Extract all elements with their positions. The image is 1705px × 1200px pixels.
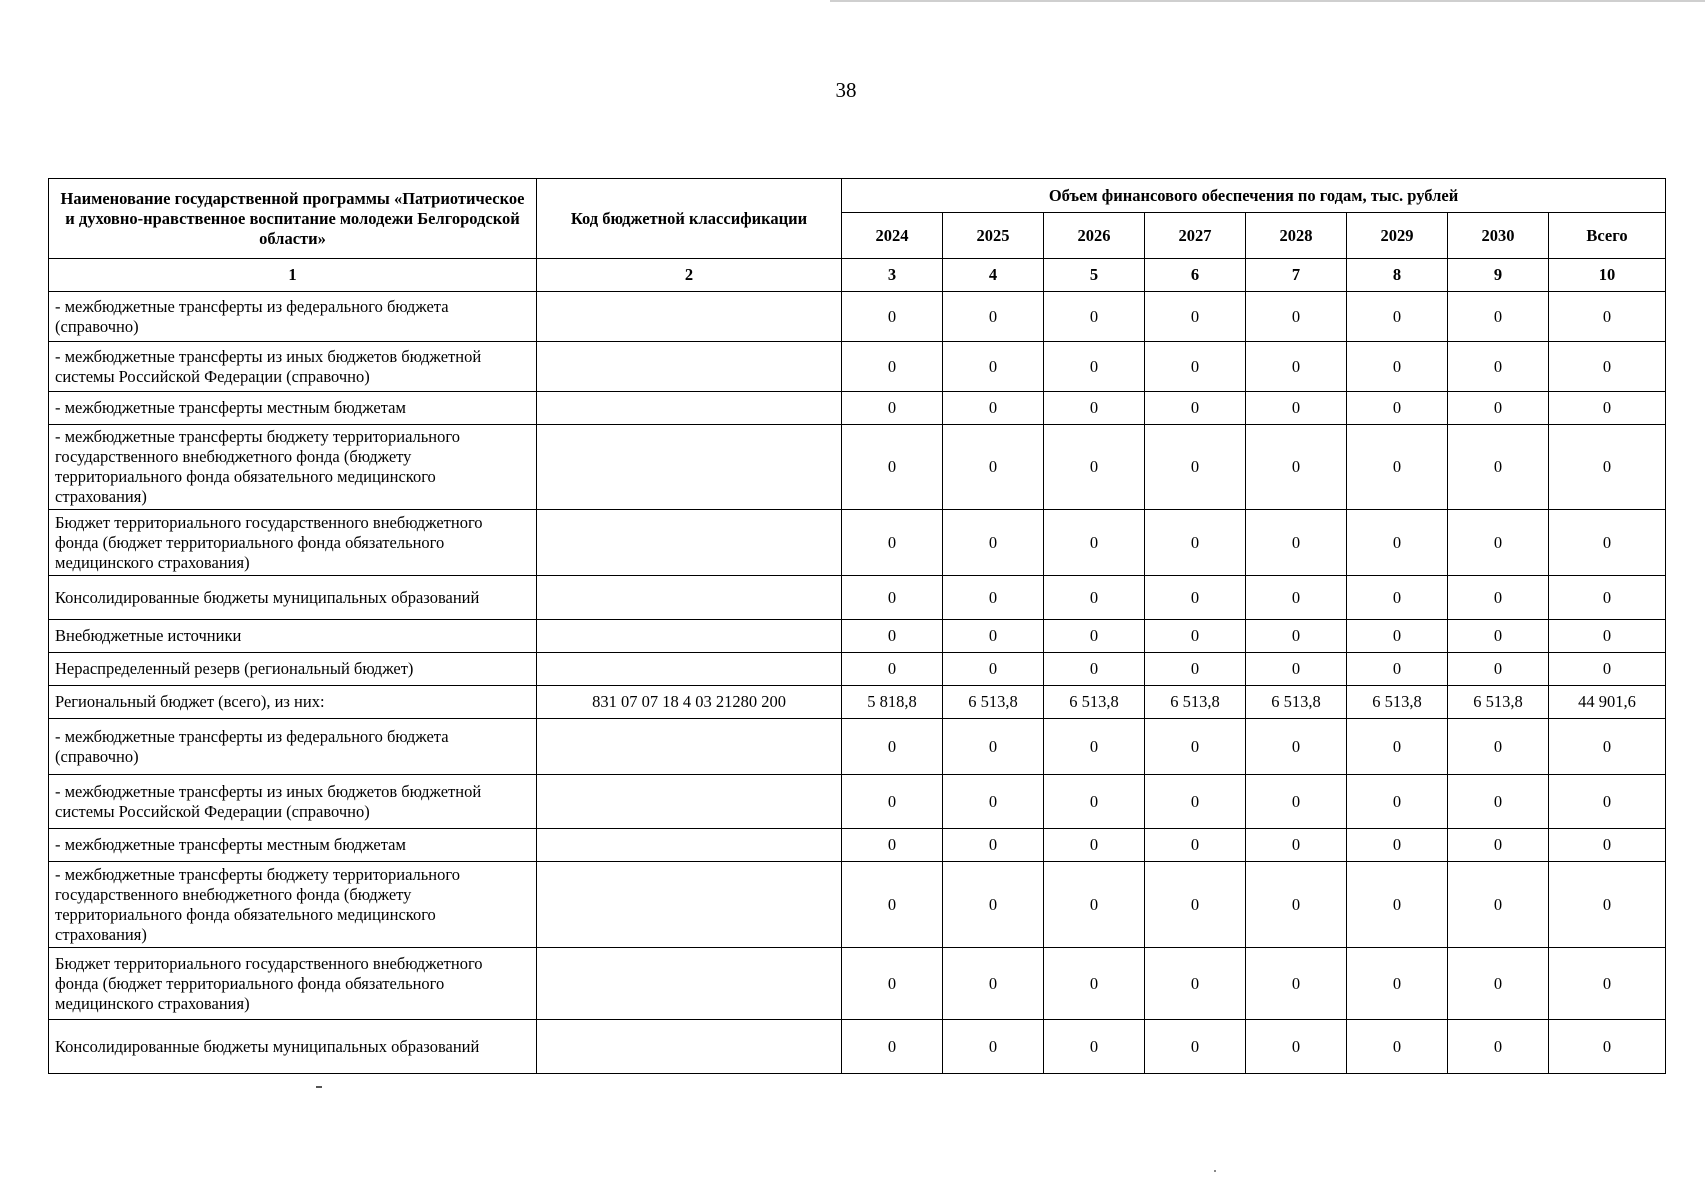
table-row xyxy=(49,686,1666,719)
row-name: Региональный бюджет (всего), из них: xyxy=(49,686,537,719)
header-year: 2024 xyxy=(842,213,943,259)
row-year-value: 0 xyxy=(943,425,1044,510)
row-year-value: 0 xyxy=(943,862,1044,948)
row-budget-code xyxy=(537,653,842,686)
row-budget-code xyxy=(537,775,842,829)
row-year-value: 0 xyxy=(1347,862,1448,948)
row-year-value: 0 xyxy=(1246,775,1347,829)
row-year-value: 0 xyxy=(842,829,943,862)
row-year-value: 0 xyxy=(1448,653,1549,686)
column-number-row xyxy=(49,259,1666,292)
row-year-value: 0 xyxy=(1145,775,1246,829)
row-budget-code xyxy=(537,862,842,948)
row-year-value: 0 xyxy=(943,653,1044,686)
row-name: - межбюджетные трансферты из федерального бюджета (справочно) xyxy=(49,292,537,342)
row-year-value: 0 xyxy=(1347,829,1448,862)
row-year-value: 0 xyxy=(1347,342,1448,392)
row-year-value: 0 xyxy=(943,620,1044,653)
header-year: 2029 xyxy=(1347,213,1448,259)
row-year-value: 0 xyxy=(1145,829,1246,862)
row-year-value: 0 xyxy=(1044,342,1145,392)
row-budget-code xyxy=(537,576,842,620)
row-year-value: 0 xyxy=(943,719,1044,775)
row-year-value: 0 xyxy=(1246,576,1347,620)
row-year-value: 0 xyxy=(1347,292,1448,342)
row-year-value: 0 xyxy=(1448,1020,1549,1074)
row-year-value: 0 xyxy=(1246,719,1347,775)
row-year-value: 0 xyxy=(842,342,943,392)
table-row xyxy=(49,653,1666,686)
row-total-value: 0 xyxy=(1549,653,1666,686)
row-year-value: 0 xyxy=(842,620,943,653)
row-total-value: 0 xyxy=(1549,862,1666,948)
row-year-value: 0 xyxy=(1347,775,1448,829)
row-budget-code xyxy=(537,1020,842,1074)
row-year-value: 0 xyxy=(1145,342,1246,392)
row-total-value: 0 xyxy=(1549,342,1666,392)
table-row xyxy=(49,292,1666,342)
header-year: 2026 xyxy=(1044,213,1145,259)
row-year-value: 0 xyxy=(1347,719,1448,775)
row-year-value: 0 xyxy=(1145,1020,1246,1074)
table-row xyxy=(49,862,1666,948)
row-year-value: 0 xyxy=(842,510,943,576)
row-total-value: 0 xyxy=(1549,292,1666,342)
row-year-value: 0 xyxy=(1246,392,1347,425)
row-year-value: 0 xyxy=(1246,829,1347,862)
row-year-value: 0 xyxy=(943,510,1044,576)
column-number: 7 xyxy=(1246,259,1347,292)
row-year-value: 0 xyxy=(943,392,1044,425)
row-name: - межбюджетные трансферты бюджету территориального государственного внебюджетного фонда (бюджету территориального фонда обязательного медицинского страхования) xyxy=(49,862,537,948)
row-year-value: 0 xyxy=(1044,719,1145,775)
row-year-value: 0 xyxy=(1246,862,1347,948)
row-total-value: 0 xyxy=(1549,620,1666,653)
row-name: Бюджет территориального государственного внебюджетного фонда (бюджет территориального фонда обязательного медицинского страхования) xyxy=(49,948,537,1020)
row-year-value: 0 xyxy=(842,948,943,1020)
row-year-value: 0 xyxy=(1448,576,1549,620)
row-year-value: 6 513,8 xyxy=(1347,686,1448,719)
row-year-value: 0 xyxy=(1246,510,1347,576)
row-year-value: 0 xyxy=(1246,653,1347,686)
row-year-value: 0 xyxy=(1044,1020,1145,1074)
row-year-value: 0 xyxy=(1246,425,1347,510)
table-row xyxy=(49,425,1666,510)
row-name: Консолидированные бюджеты муниципальных образований xyxy=(49,576,537,620)
row-total-value: 0 xyxy=(1549,576,1666,620)
row-total-value: 0 xyxy=(1549,719,1666,775)
row-year-value: 0 xyxy=(1044,653,1145,686)
row-year-value: 0 xyxy=(1448,862,1549,948)
header-total: Всего xyxy=(1549,213,1666,259)
row-year-value: 0 xyxy=(1145,576,1246,620)
row-budget-code xyxy=(537,948,842,1020)
scan-artifact xyxy=(1214,1170,1216,1172)
row-year-value: 0 xyxy=(1145,653,1246,686)
row-year-value: 0 xyxy=(1145,425,1246,510)
row-name: - межбюджетные трансферты бюджету территориального государственного внебюджетного фонда (бюджету территориального фонда обязательного медицинского страхования) xyxy=(49,425,537,510)
row-year-value: 0 xyxy=(1145,510,1246,576)
row-year-value: 0 xyxy=(842,653,943,686)
row-year-value: 0 xyxy=(842,862,943,948)
column-number: 6 xyxy=(1145,259,1246,292)
table-row xyxy=(49,829,1666,862)
row-year-value: 0 xyxy=(1347,1020,1448,1074)
row-budget-code xyxy=(537,292,842,342)
row-name: Бюджет территориального государственного внебюджетного фонда (бюджет территориального фонда обязательного медицинского страхования) xyxy=(49,510,537,576)
row-year-value: 0 xyxy=(943,829,1044,862)
row-budget-code: 831 07 07 18 4 03 21280 200 xyxy=(537,686,842,719)
column-number: 8 xyxy=(1347,259,1448,292)
row-year-value: 0 xyxy=(1347,620,1448,653)
row-year-value: 0 xyxy=(1347,425,1448,510)
row-year-value: 0 xyxy=(1246,620,1347,653)
row-year-value: 0 xyxy=(1347,510,1448,576)
row-year-value: 0 xyxy=(943,948,1044,1020)
row-budget-code xyxy=(537,829,842,862)
row-year-value: 0 xyxy=(1044,948,1145,1020)
row-year-value: 0 xyxy=(1448,342,1549,392)
row-year-value: 0 xyxy=(943,342,1044,392)
row-name: Консолидированные бюджеты муниципальных образований xyxy=(49,1020,537,1074)
row-year-value: 0 xyxy=(1145,719,1246,775)
header-year: 2030 xyxy=(1448,213,1549,259)
row-year-value: 0 xyxy=(1347,392,1448,425)
row-year-value: 0 xyxy=(1145,392,1246,425)
header-program-name: Наименование государственной программы «Патриотическое и духовно-нравственное воспитание молодежи Белгородской области» xyxy=(49,179,537,259)
table-row xyxy=(49,948,1666,1020)
page-number: 38 xyxy=(835,78,857,102)
row-year-value: 0 xyxy=(842,425,943,510)
row-year-value: 0 xyxy=(842,1020,943,1074)
table-row xyxy=(49,392,1666,425)
row-budget-code xyxy=(537,342,842,392)
row-year-value: 0 xyxy=(1145,862,1246,948)
row-year-value: 0 xyxy=(1347,948,1448,1020)
row-budget-code xyxy=(537,719,842,775)
row-year-value: 5 818,8 xyxy=(842,686,943,719)
column-number: 2 xyxy=(537,259,842,292)
row-year-value: 6 513,8 xyxy=(1145,686,1246,719)
row-year-value: 0 xyxy=(1044,292,1145,342)
row-year-value: 0 xyxy=(1448,719,1549,775)
row-year-value: 0 xyxy=(842,576,943,620)
row-year-value: 0 xyxy=(1044,829,1145,862)
row-budget-code xyxy=(537,510,842,576)
row-year-value: 6 513,8 xyxy=(1448,686,1549,719)
table-body xyxy=(49,292,1666,1074)
table-row xyxy=(49,510,1666,576)
row-year-value: 0 xyxy=(1246,292,1347,342)
row-year-value: 0 xyxy=(1044,620,1145,653)
row-year-value: 0 xyxy=(1044,425,1145,510)
header-funding-group: Объем финансового обеспечения по годам, тыс. рублей xyxy=(842,179,1666,213)
row-year-value: 0 xyxy=(1347,576,1448,620)
table-row xyxy=(49,719,1666,775)
column-number: 1 xyxy=(49,259,537,292)
row-year-value: 0 xyxy=(1145,948,1246,1020)
column-number: 10 xyxy=(1549,259,1666,292)
row-year-value: 0 xyxy=(1448,510,1549,576)
row-name: Внебюджетные источники xyxy=(49,620,537,653)
scan-artifact xyxy=(316,1086,322,1088)
table-row xyxy=(49,342,1666,392)
row-year-value: 0 xyxy=(1347,653,1448,686)
row-total-value: 0 xyxy=(1549,392,1666,425)
row-year-value: 0 xyxy=(842,775,943,829)
column-number: 3 xyxy=(842,259,943,292)
row-total-value: 0 xyxy=(1549,829,1666,862)
row-name: Нераспределенный резерв (региональный бюджет) xyxy=(49,653,537,686)
row-year-value: 0 xyxy=(1145,292,1246,342)
row-year-value: 0 xyxy=(1448,829,1549,862)
table-row xyxy=(49,620,1666,653)
row-year-value: 0 xyxy=(1448,392,1549,425)
scan-edge-line xyxy=(830,0,1705,2)
row-year-value: 6 513,8 xyxy=(1044,686,1145,719)
row-budget-code xyxy=(537,392,842,425)
row-year-value: 0 xyxy=(1448,425,1549,510)
row-name: - межбюджетные трансферты местным бюджетам xyxy=(49,392,537,425)
column-number: 5 xyxy=(1044,259,1145,292)
row-year-value: 0 xyxy=(1448,948,1549,1020)
row-year-value: 0 xyxy=(1448,775,1549,829)
row-year-value: 0 xyxy=(943,775,1044,829)
row-year-value: 0 xyxy=(1044,862,1145,948)
row-total-value: 0 xyxy=(1549,510,1666,576)
header-year: 2028 xyxy=(1246,213,1347,259)
row-year-value: 0 xyxy=(1448,292,1549,342)
row-name: - межбюджетные трансферты местным бюджетам xyxy=(49,829,537,862)
header-budget-code: Код бюджетной классификации xyxy=(537,179,842,259)
row-name: - межбюджетные трансферты из федерального бюджета (справочно) xyxy=(49,719,537,775)
financing-table xyxy=(48,178,1666,1074)
row-year-value: 0 xyxy=(1145,620,1246,653)
row-total-value: 0 xyxy=(1549,1020,1666,1074)
row-year-value: 0 xyxy=(1246,948,1347,1020)
row-total-value: 0 xyxy=(1549,948,1666,1020)
row-year-value: 0 xyxy=(842,292,943,342)
row-name: - межбюджетные трансферты из иных бюджетов бюджетной системы Российской Федерации (справочно) xyxy=(49,342,537,392)
row-budget-code xyxy=(537,620,842,653)
row-year-value: 0 xyxy=(1448,620,1549,653)
row-total-value: 0 xyxy=(1549,425,1666,510)
table-row xyxy=(49,775,1666,829)
row-year-value: 0 xyxy=(1246,1020,1347,1074)
row-year-value: 0 xyxy=(943,576,1044,620)
row-year-value: 0 xyxy=(943,1020,1044,1074)
row-year-value: 0 xyxy=(842,392,943,425)
row-year-value: 0 xyxy=(1044,510,1145,576)
table-row xyxy=(49,1020,1666,1074)
row-year-value: 0 xyxy=(1246,342,1347,392)
row-year-value: 6 513,8 xyxy=(1246,686,1347,719)
table-row xyxy=(49,576,1666,620)
row-year-value: 0 xyxy=(943,292,1044,342)
header-year: 2027 xyxy=(1145,213,1246,259)
column-number: 9 xyxy=(1448,259,1549,292)
row-name: - межбюджетные трансферты из иных бюджетов бюджетной системы Российской Федерации (справочно) xyxy=(49,775,537,829)
row-budget-code xyxy=(537,425,842,510)
column-number: 4 xyxy=(943,259,1044,292)
row-year-value: 6 513,8 xyxy=(943,686,1044,719)
row-year-value: 0 xyxy=(1044,775,1145,829)
row-year-value: 0 xyxy=(1044,576,1145,620)
row-total-value: 44 901,6 xyxy=(1549,686,1666,719)
row-total-value: 0 xyxy=(1549,775,1666,829)
header-year: 2025 xyxy=(943,213,1044,259)
row-year-value: 0 xyxy=(1044,392,1145,425)
row-year-value: 0 xyxy=(842,719,943,775)
